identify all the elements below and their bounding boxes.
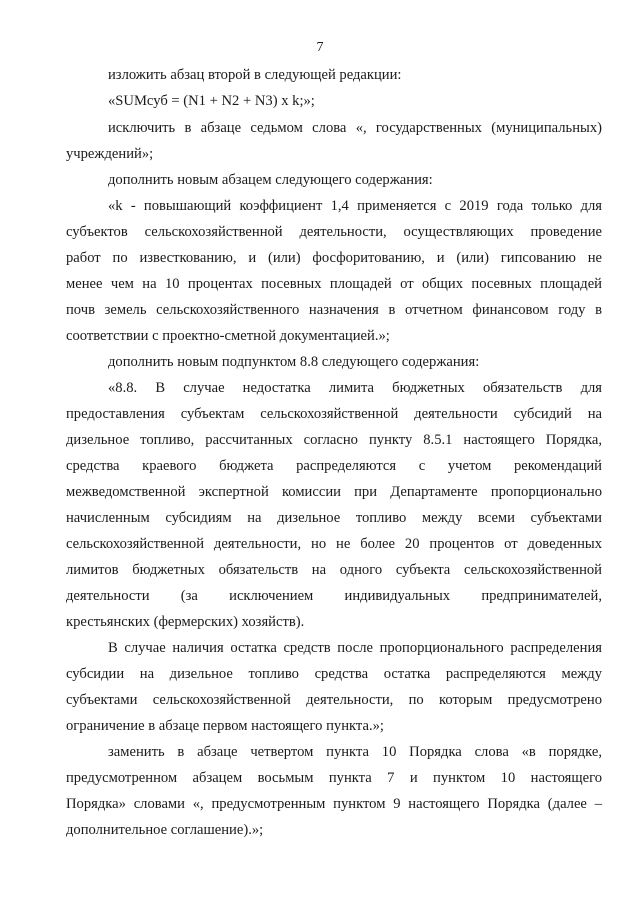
text-line: дополнительное соглашение).»; (66, 822, 264, 838)
text-line: дизельное топливо, рассчитанных согласно пункту 8.5.1 настоящего Порядка, (66, 432, 602, 448)
text-line: средства краевого бюджета распределяются с учетом рекомендаций (66, 458, 602, 474)
text-line: почв земель сельскохозяйственного назначения в отчетном финансовом году в (66, 302, 602, 318)
text-line: «8.8. В случае недостатка лимита бюджетных обязательств для (108, 380, 602, 396)
text-line: субъектов сельскохозяйственной деятельности, осуществляющих проведение (66, 224, 602, 240)
text-line: соответствии с проектно-сметной документацией.»; (66, 328, 390, 344)
text-line: крестьянских (фермерских) хозяйств). (66, 614, 305, 630)
text-line: лимитов бюджетных обязательств на одного субъекта сельскохозяйственной (66, 562, 602, 578)
text-line: В случае наличия остатка средств после пропорционального распределения (108, 640, 602, 656)
text-line: предусмотренном абзацем восьмым пункта 7 и пунктом 10 настоящего (66, 770, 602, 786)
text-line: ограничение в абзаце первом настоящего пункта.»; (66, 718, 384, 734)
text-line: заменить в абзаце четвертом пункта 10 Порядка слова «в порядке, (108, 744, 602, 760)
text-line: Порядка» словами «, предусмотренным пунктом 9 настоящего Порядка (далее – (66, 796, 602, 812)
text-line: дополнить новым абзацем следующего содержания: (108, 172, 433, 188)
text-line: межведомственной экспертной комиссии при Департаменте пропорционально (66, 484, 602, 500)
text-line: субсидии на дизельное топливо средства остатка распределяются между (66, 666, 602, 682)
text-line: сельскохозяйственной деятельности, но не более 20 процентов от доведенных (66, 536, 602, 552)
text-line: субъектами сельскохозяйственной деятельности, по которым предусмотрено (66, 692, 602, 708)
text-line: учреждений»; (66, 146, 154, 162)
text-line: предоставления субъектам сельскохозяйственной деятельности субсидий на (66, 406, 602, 422)
text-line: работ по известкованию, и (или) фосфоритованию, и (или) гипсованию не (66, 250, 602, 266)
text-line: дополнить новым подпунктом 8.8 следующего содержания: (108, 354, 480, 370)
text-line: исключить в абзаце седьмом слова «, государственных (муниципальных) (108, 120, 602, 136)
text-line: начисленным субсидиям на дизельное топливо между всеми субъектами (66, 510, 602, 526)
text-line: изложить абзац второй в следующей редакции: (108, 67, 402, 83)
text-line: «k - повышающий коэффициент 1,4 применяется с 2019 года только для (108, 198, 602, 214)
page-number: 7 (316, 40, 324, 55)
text-line: «SUMсуб = (N1 + N2 + N3) х k;»; (108, 93, 315, 109)
text-line: деятельности (за исключением индивидуальных предпринимателей, (66, 588, 602, 604)
text-line: менее чем на 10 процентах посевных площадей от общих посевных площадей (66, 276, 602, 292)
